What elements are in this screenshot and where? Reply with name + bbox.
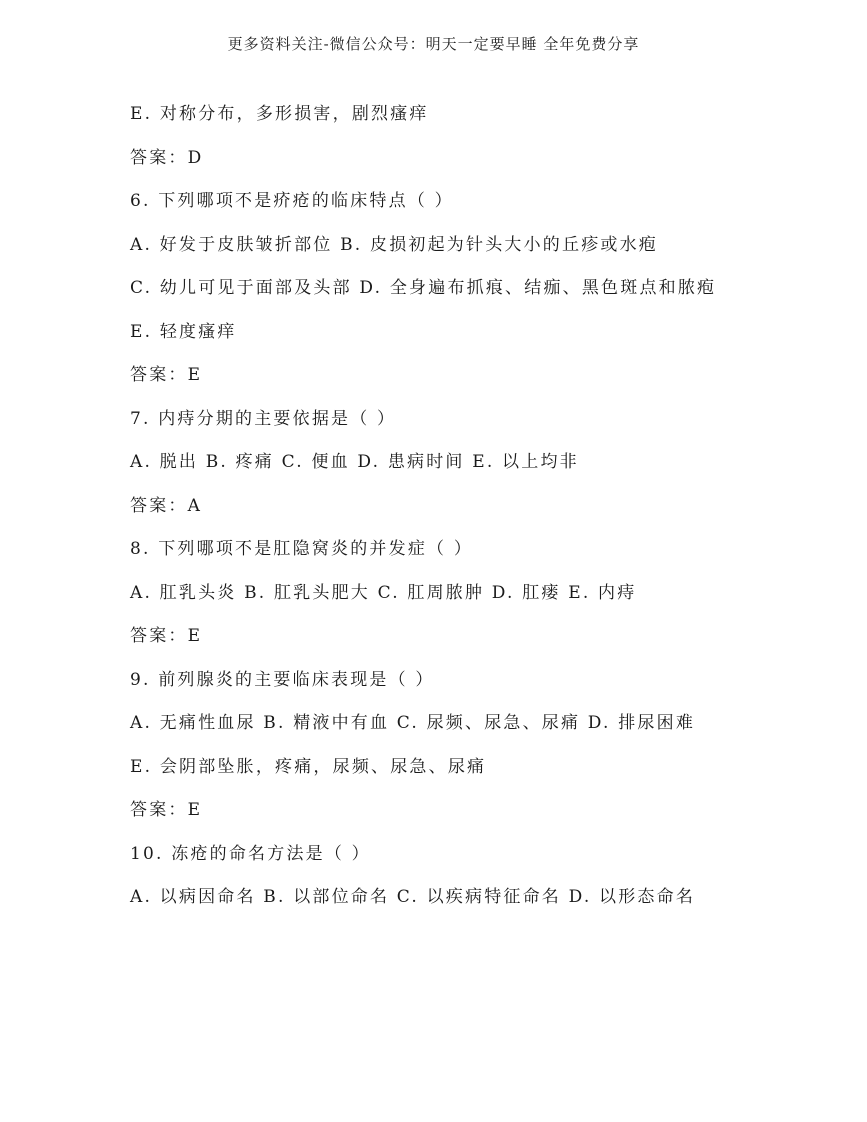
option-line: E. 轻度瘙痒 (130, 321, 237, 342)
question-line: 6. 下列哪项不是疥疮的临床特点（ ） (130, 191, 454, 211)
answer-line: 答案：E (130, 626, 203, 646)
answer-line: 答案：E (130, 365, 203, 385)
question-line: 9. 前列腺炎的主要临床表现是（ ） (130, 669, 435, 690)
question-line: 10. 冻疮的命名方法是（ ） (130, 843, 371, 864)
option-line: A. 以病因命名 B. 以部位命名 C. 以疾病特征命名 D. 以形态命名 (130, 887, 696, 907)
option-line: A. 脱出 B. 疼痛 C. 便血 D. 患病时间 E. 以上均非 (130, 452, 579, 472)
document-body (130, 99, 730, 926)
option-line: C. 幼儿可见于面部及头部 D. 全身遍布抓痕、结痂、黑色斑点和脓疱 (130, 278, 717, 298)
option-line: A. 无痛性血尿 B. 精液中有血 C. 尿频、尿急、尿痛 D. 排尿困难 (130, 713, 696, 733)
answer-line: 答案：A (130, 495, 203, 516)
question-line: 8. 下列哪项不是肛隐窝炎的并发症（ ） (130, 539, 474, 559)
answer-line: 答案：D (130, 147, 204, 168)
option-line: A. 肛乳头炎 B. 肛乳头肥大 C. 肛周脓肿 D. 肛瘘 E. 内痔 (130, 582, 637, 603)
page-header: 更多资料关注-微信公众号：明天一定要早睡 全年免费分享 (227, 35, 640, 53)
option-line: E. 对称分布，多形损害，剧烈瘙痒 (130, 104, 429, 124)
question-line: 7. 内痔分期的主要依据是（ ） (130, 408, 397, 429)
option-line: A. 好发于皮肤皱折部位 B. 皮损初起为针头大小的丘疹或水疱 (130, 234, 658, 255)
option-line: E. 会阴部坠胀，疼痛，尿频、尿急、尿痛 (130, 756, 487, 777)
answer-line: 答案：E (130, 800, 203, 820)
